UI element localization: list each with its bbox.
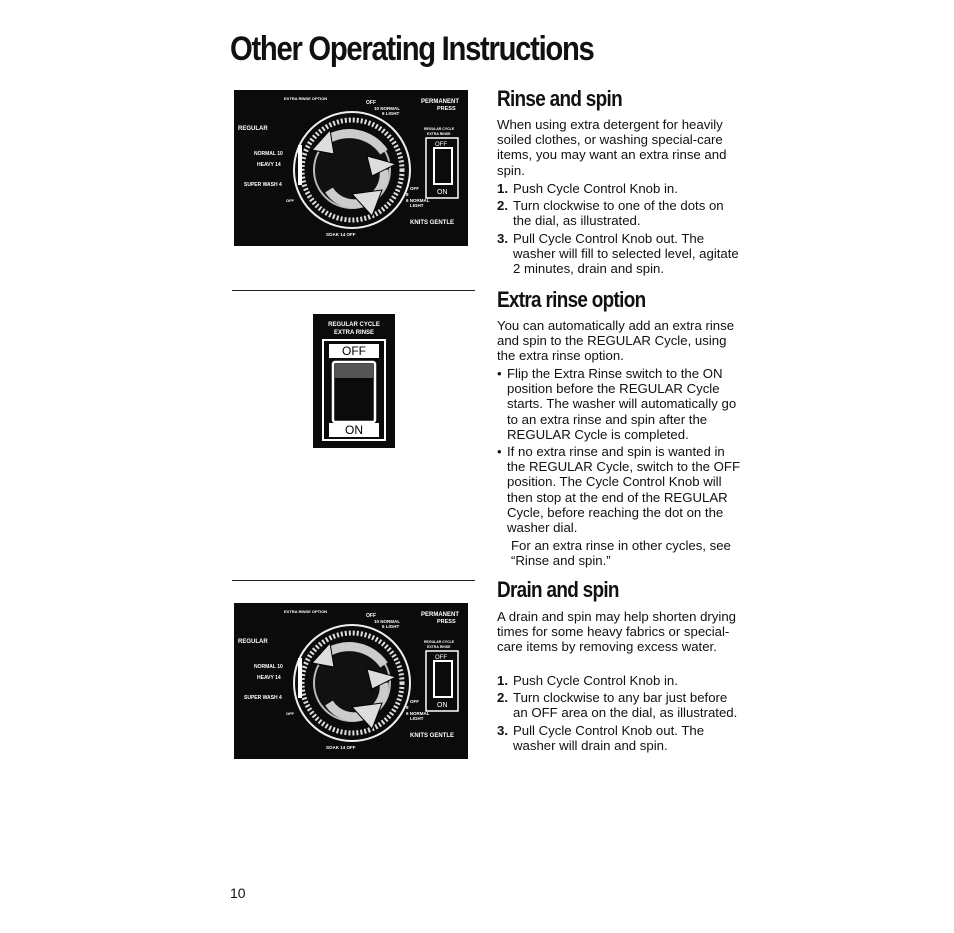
dial-label-extra-rinse-option: EXTRA RINSE OPTION: [284, 609, 328, 614]
heading-extra-rinse-option: Extra rinse option: [497, 287, 646, 312]
list-item: 1. Push Cycle Control Knob in.: [497, 181, 678, 196]
switch-small-off-label: OFF: [435, 142, 447, 148]
page-number: 10: [230, 885, 246, 901]
dial-label-heavy-14: HEAVY 14: [257, 162, 281, 168]
dial-label-normal-10: NORMAL 10: [254, 664, 283, 670]
dial-label-permanent: PERMANENT: [421, 612, 460, 618]
list-item: • If no extra rinse and spin is wanted in the REGULAR Cycle, switch to the OFF position. The Cycle Control Knob will then stop at the end of the REGULAR Cycle, before reaching the dot on the washer dial.: [497, 444, 741, 536]
heading-drain-and-spin: Drain and spin: [497, 577, 619, 602]
dial-label-super-wash-4: SUPER WASH 4: [244, 182, 282, 188]
cycle-dial-illustration-rinse: [234, 90, 468, 246]
dial-label-8: 8: [406, 192, 409, 197]
dial-label-off-right: OFF: [410, 699, 419, 704]
list-item: 2. Turn clockwise to one of the dots on the dial, as illustrated.: [497, 198, 724, 229]
dial-label-soak-14-off: SOAK 14 OFF: [326, 745, 356, 750]
dial-label-regular: REGULAR: [238, 126, 268, 132]
extra-rinse-switch-small: [426, 138, 458, 198]
dial-label-press: PRESS: [437, 106, 456, 112]
heading-rinse-and-spin: Rinse and spin: [497, 86, 622, 111]
dial-label-off-top: OFF: [366, 613, 376, 619]
list-item: 3. Pull Cycle Control Knob out. The washer will fill to selected level, agitate 2 minutes, drain and spin.: [497, 230, 739, 277]
dial-label-press: PRESS: [437, 619, 456, 625]
page-title: Other Operating Instructions: [230, 30, 594, 68]
switch-small-off-label: OFF: [435, 655, 447, 661]
cycle-dial-illustration-drain: [234, 603, 468, 759]
section-divider: [232, 290, 475, 291]
drain-spin-intro: A drain and spin may help shorten drying times for some heavy fabrics or special-care items by removing excess water.: [497, 609, 736, 655]
rinse-spin-steps: [497, 181, 742, 278]
rinse-spin-intro: When using extra detergent for heavily soiled clothes, or washing special-care items, you may want an extra rinse and spin.: [497, 117, 727, 178]
dial-label-off-right: OFF: [410, 186, 419, 191]
dial-label-light: LIGHT: [410, 203, 424, 208]
dial-label-extra-rinse: EXTRA RINSE: [427, 132, 451, 136]
extra-rinse-switch-small: [426, 651, 458, 711]
list-item: 3. Pull Cycle Control Knob out. The washer will drain and spin.: [497, 722, 705, 753]
dial-label-knits-gentle: KNITS GENTLE: [410, 220, 455, 226]
dial-label-regular: REGULAR: [238, 639, 268, 645]
switch-panel-label-1: REGULAR CYCLE: [328, 322, 380, 328]
dial-label-6-light: 6 LIGHT: [382, 111, 400, 116]
dial-label-extra-rinse: EXTRA RINSE: [427, 645, 451, 649]
list-item: 1. Push Cycle Control Knob in.: [497, 673, 678, 688]
dial-label-heavy-14: HEAVY 14: [257, 675, 281, 681]
switch-off-label: OFF: [342, 344, 366, 358]
list-item: 2. Turn clockwise to any bar just before an OFF area on the dial, as illustrated.: [497, 690, 738, 721]
dial-label-normal-10: NORMAL 10: [254, 151, 283, 157]
switch-small-on-label: ON: [437, 189, 448, 196]
dial-label-6-light: 6 LIGHT: [382, 624, 400, 629]
dial-label-off-left: OFF: [286, 711, 294, 716]
dial-label-off-top: OFF: [366, 100, 376, 106]
switch-panel-label-2: EXTRA RINSE: [333, 330, 375, 336]
dial-label-6-normal: 6 NORMAL: [406, 711, 430, 716]
dial-label-soak-14-off: SOAK 14 OFF: [326, 232, 356, 237]
dial-label-8: 8: [406, 705, 409, 710]
extra-rinse-intro: You can automatically add an extra rinse and spin to the REGULAR Cycle, using the extra rinse option.: [497, 318, 735, 364]
drain-spin-steps: [497, 673, 742, 755]
section-divider: [232, 580, 475, 581]
extra-rinse-note: For an extra rinse in other cycles, see “Rinse and spin.”: [511, 538, 731, 569]
dial-label-regular-cycle: REGULAR CYCLE: [424, 640, 455, 644]
extra-rinse-switch-illustration: [313, 314, 395, 448]
extra-rinse-bullets: [497, 366, 742, 537]
switch-small-on-label: ON: [437, 702, 448, 709]
dial-label-off-left: OFF: [286, 198, 294, 203]
dial-label-10-normal: 10 NORMAL: [374, 619, 401, 624]
dial-label-extra-rinse-option: EXTRA RINSE OPTION: [284, 96, 328, 101]
dial-label-regular-cycle: REGULAR CYCLE: [424, 127, 455, 131]
switch-on-label: ON: [345, 423, 363, 437]
dial-label-super-wash-4: SUPER WASH 4: [244, 695, 282, 701]
dial-label-knits-gentle: KNITS GENTLE: [410, 733, 455, 739]
list-item: • Flip the Extra Rinse switch to the ON position before the REGULAR Cycle starts. The washer will automatically go to an extra rinse and spin after the REGULAR Cycle is completed.: [497, 366, 737, 442]
dial-label-permanent: PERMANENT: [421, 99, 460, 105]
dial-label-light: LIGHT: [410, 716, 424, 721]
dial-label-10-normal: 10 NORMAL: [374, 106, 401, 111]
dial-label-6-normal: 6 NORMAL: [406, 198, 430, 203]
